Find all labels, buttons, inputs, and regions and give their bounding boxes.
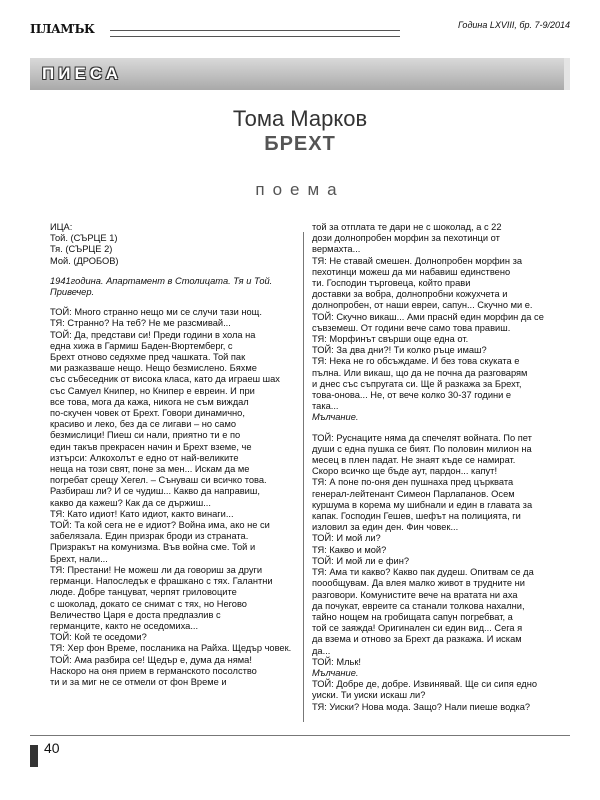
text-line: какво да кажеш? Как да се държиш... <box>50 497 211 508</box>
text-line: със Самуел Книпер, но Книпер е евреин. И при <box>50 385 255 396</box>
text-line: тайно нощем на гробищата сапун погребват, а <box>312 611 513 622</box>
text-line: изтърси: Алкохолът е едно от най-великите <box>50 452 239 463</box>
article-title: БРЕХТ <box>264 133 336 155</box>
text-line: ТЯ: Не ставай смешен. Долнопробен морфин за <box>312 255 523 266</box>
text-line: ТЯ: А поне по-оня ден пушнаха пред църквата <box>312 477 514 488</box>
text-line: Величество Царя е доста предпазлив с <box>50 609 221 620</box>
text-line: ТОЙ: Руснаците няма да спечелят войната. По пет <box>312 432 532 443</box>
column-divider <box>303 232 304 722</box>
text-line: забелязала. Един призрак броди из страната. <box>50 531 249 542</box>
text-line: да взема и отново за Брехт да разкажа. И искам <box>312 634 522 645</box>
text-line: ти. Господин търговеца, който прави <box>312 278 471 289</box>
text-line: Мой. (ДРОБОВ) <box>50 255 119 266</box>
text-line: доставки за вобра, долнопробни кожухчета и <box>312 289 508 300</box>
text-line: ти и за миг не се отмели от фон Време и <box>50 676 227 687</box>
text-line: той за отплата те дари не с шоколад, а с 22 <box>312 222 502 232</box>
text-line: един такъв прекрасен начин и Брехт вземе, че <box>50 441 252 452</box>
text-line: така... <box>312 401 339 412</box>
text-line: ТОЙ: Кой те оседоми? <box>50 632 147 643</box>
text-line: Мълчание. <box>312 412 359 423</box>
article-author: Тома Марков <box>232 106 368 131</box>
text-line: той се заяжда! Оригинален си един вид... Сега я <box>312 623 523 634</box>
text-line: Мълчание. <box>312 667 359 678</box>
page-header <box>30 20 570 44</box>
magazine-logo: ПЛАМЪК <box>30 22 95 36</box>
text-line: Разбираш ли? И се чудиш... Какво да направиш, <box>50 486 260 497</box>
text-line: Тя. (СЪРЦЕ 2) <box>50 244 113 255</box>
text-line: пълна. Или викаш, що да не почна да разговарям <box>312 367 528 378</box>
text-line: Наскоро на оня прием в германското посолство <box>50 665 257 676</box>
text-line: ТОЙ: Скучно викаш... Ами праснй един морфин да се <box>312 311 544 322</box>
text-line: да почукат, евреите са станали толкова нахални, <box>312 600 525 611</box>
blank-line <box>312 424 568 433</box>
text-line: ТОЙ: Да, представи си! Преди години в хола на <box>50 329 256 340</box>
text-line: пехотинци можеш да ми набавиш единствено <box>312 266 511 277</box>
banner-edge <box>564 58 570 90</box>
text-line: ТОЙ: И мой ли? <box>312 533 381 544</box>
text-line: разговори. Комунистите вече на вратата ни аха <box>312 589 518 600</box>
text-line: ТОЙ: За два дни?! Ти колко ръце имаш? <box>312 345 487 356</box>
right-column <box>312 222 568 713</box>
text-line: дози долнопробен морфин за пехотинци от <box>312 233 500 244</box>
text-line: месец в плен падат. Не знаят къде се намират. <box>312 455 516 466</box>
text-line: Брехт, нали... <box>50 553 108 564</box>
text-line: ТЯ: Уиски? Нова мода. Защо? Нали пиеше водка? <box>312 701 531 712</box>
text-line: и днес със съпругата си. Ще й разкажа за Брехт, <box>312 378 522 389</box>
issue-info: Година LXVIII, бр. 7-9/2014 <box>458 20 570 30</box>
text-line: това-онова... Не, от вече колко 30-37 години е <box>312 390 512 401</box>
text-line: красиво и леко, без да се лигави – но само <box>50 419 237 430</box>
text-line: люде. Добре танцуват, черпят гриловоците <box>50 587 237 598</box>
text-line: една хижа в Гармиш Баден-Вюртемберг, с <box>50 340 233 351</box>
text-line: ТОЙ: Ама разбира се! Щедър е, дума да няма! <box>50 654 252 665</box>
text-line: със събеседник от висока класа, като да играеш шах <box>50 374 280 385</box>
text-line: души с една пушка се бият. По половин милион на <box>312 443 532 454</box>
header-rule <box>110 30 400 37</box>
text-line: ТЯ: Нека не го обсъждаме. И без това скуката е <box>312 356 520 367</box>
text-line: съвземеш. От години вече само това правиш. <box>312 322 511 333</box>
text-line: ТЯ: Странно? На теб? Не ме разсмивай... <box>50 318 231 329</box>
text-line: генерал-лейтенант Симеон Парлапанов. Осем <box>312 488 515 499</box>
text-line: погребат срещу Хегел. – Сънуваш си всичко това. <box>50 475 267 486</box>
text-line: с шоколад, докато се снимат с тях, но Негово <box>50 598 247 609</box>
text-line: изловил за един ден. Фин човек... <box>312 522 459 533</box>
text-line: ТЯ: Като идиот! Като идиот, както винаги... <box>50 508 234 519</box>
text-line: ТЯ: Престани! Не можеш ли да говориш за други <box>50 564 263 575</box>
text-line: ТОЙ: Мльк! <box>312 656 362 667</box>
text-line: долнопробен, от наши евреи, сапун... Скучно ми е. <box>312 300 533 311</box>
text-line: 1941година. Апартамент в Столицата. Тя и Той. <box>50 275 273 286</box>
text-line: Привечер. <box>50 287 95 298</box>
text-line: ИЦА: <box>50 222 73 232</box>
text-line: ТОЙ: Добре де, добре. Извинявай. Ще си сипя едно <box>312 679 538 690</box>
blank-line <box>50 267 295 276</box>
text-line: уиски. Ти уиски искаш ли? <box>312 690 426 701</box>
text-line: Призракът на комунизма. Във война сме. Той и <box>50 542 256 553</box>
text-line: безмислици! Пиеш си нали, приятно ти е по <box>50 430 241 441</box>
text-line: ТОЙ: И мой ли е фин? <box>312 555 410 566</box>
article-genre: поема <box>255 180 345 199</box>
text-line: Брехт отново седяхме пред чашката. Той пак <box>50 352 246 363</box>
text-line: все това, мога да кажа, никога не съм виждал <box>50 396 249 407</box>
section-title: ПИЕСА <box>42 64 122 83</box>
text-line: ТЯ: Морфинът свърши още една от. <box>312 334 469 345</box>
section-banner <box>30 58 570 90</box>
text-line: капак. Господин Гешев, шефът на полицията, ги <box>312 511 521 522</box>
text-line: неща на този свят, поне за мен... Искам да ме <box>50 464 250 475</box>
text-line: ми разказваше нещо. Нещо безмислено. Бяхме <box>50 363 257 374</box>
text-line: германците, както не оседомиха... <box>50 620 199 631</box>
footer-rule <box>30 735 570 736</box>
text-line: ТЯ: Хер фон Време, посланика на Райха. Щедър човек. <box>50 643 292 654</box>
text-line: поообщувам. Да влея малко живот в трудните ни <box>312 578 525 589</box>
blank-line <box>50 298 295 307</box>
text-line: ТЯ: Ама ти какво? Какво пак дудеш. Опитвам се да <box>312 567 534 578</box>
text-line: ТОЙ: Много странно нещо ми се случи тази нощ. <box>50 307 262 318</box>
text-line: вермахта... <box>312 244 361 255</box>
text-line: по-скучен човек от Брехт. Говори динамично, <box>50 408 245 419</box>
text-line: да... <box>312 645 331 656</box>
footer-bar <box>30 745 38 767</box>
text-line: Той. (СЪРЦЕ 1) <box>50 233 118 244</box>
text-line: германци. Напоследък е фрашкано с тях. Галантни <box>50 576 273 587</box>
page-number: 40 <box>44 740 60 756</box>
text-line: ТЯ: Какво и мой? <box>312 544 387 555</box>
text-line: Скоро всичко ще бъде аут, пардон... капут! <box>312 466 498 477</box>
left-column <box>50 222 295 688</box>
text-line: ТОЙ: Та кой сега не е идиот? Война има, ако не си <box>50 520 270 531</box>
text-line: куршума в корема му шибнали и един в главата за <box>312 499 533 510</box>
